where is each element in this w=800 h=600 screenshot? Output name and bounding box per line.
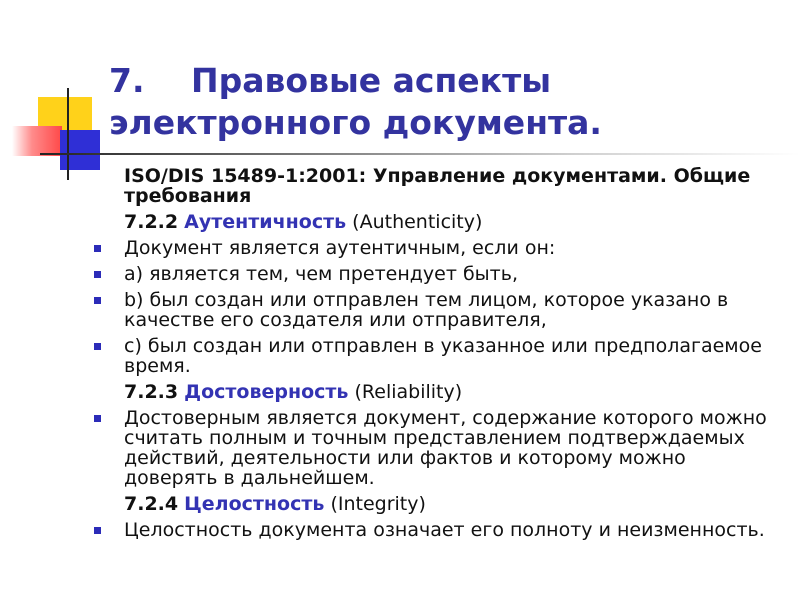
section-heading-authenticity	[94, 212, 774, 232]
slide-title	[109, 60, 769, 144]
bullet-icon	[94, 415, 101, 422]
decor-square-red	[12, 126, 62, 156]
list-item	[94, 520, 774, 540]
section-code: 7.2.3	[124, 381, 179, 403]
section-term: Целостность	[184, 493, 325, 515]
decor-square-blue	[60, 130, 100, 170]
list-item	[94, 290, 774, 330]
slide-content	[94, 166, 774, 546]
list-item-text: а) является тем, чем претендует быть,	[124, 263, 518, 285]
bullet-icon	[94, 271, 101, 278]
title-line1: Правовые аспекты	[191, 61, 552, 100]
list-item-text: Документ является аутентичным, если он:	[124, 237, 556, 259]
decor-vertical-line	[67, 88, 69, 180]
section-term: Аутентичность	[184, 211, 347, 233]
standard-heading: ISO/DIS 15489-1:2001: Управление документами. Общие требования	[124, 165, 751, 207]
bullet-icon	[94, 527, 101, 534]
section-heading-integrity	[94, 494, 774, 514]
section-english: (Reliability)	[354, 381, 463, 403]
bullet-icon	[94, 343, 101, 350]
section-code: 7.2.2	[124, 211, 179, 233]
section-english: (Integrity)	[330, 493, 426, 515]
bullet-icon	[94, 245, 101, 252]
list-item	[94, 336, 774, 376]
list-item	[94, 264, 774, 284]
list-item-text: b) был создан или отправлен тем лицом, которое указано в качестве его создателя или отправителя,	[124, 289, 729, 331]
list-item-text: Достоверным является документ, содержание которого можно считать полным и точным представлением подтверждаемых действий, деятельности или фактов и которому можно доверять в дальнейшем.	[124, 407, 767, 489]
list-item-text: c) был создан или отправлен в указанное или предполагаемое время.	[124, 335, 762, 377]
section-code: 7.2.4	[124, 493, 179, 515]
bullet-icon	[94, 297, 101, 304]
title-underline	[40, 153, 800, 155]
section-term: Достоверность	[184, 381, 349, 403]
list-item-text: Целостность документа означает его полноту и неизменность.	[124, 519, 765, 541]
list-item	[94, 238, 774, 258]
title-number: 7.	[109, 61, 145, 100]
list-item	[94, 408, 774, 488]
title-line2: электронного документа.	[109, 103, 602, 142]
section-heading-reliability	[94, 382, 774, 402]
section-english: (Authenticity)	[352, 211, 483, 233]
